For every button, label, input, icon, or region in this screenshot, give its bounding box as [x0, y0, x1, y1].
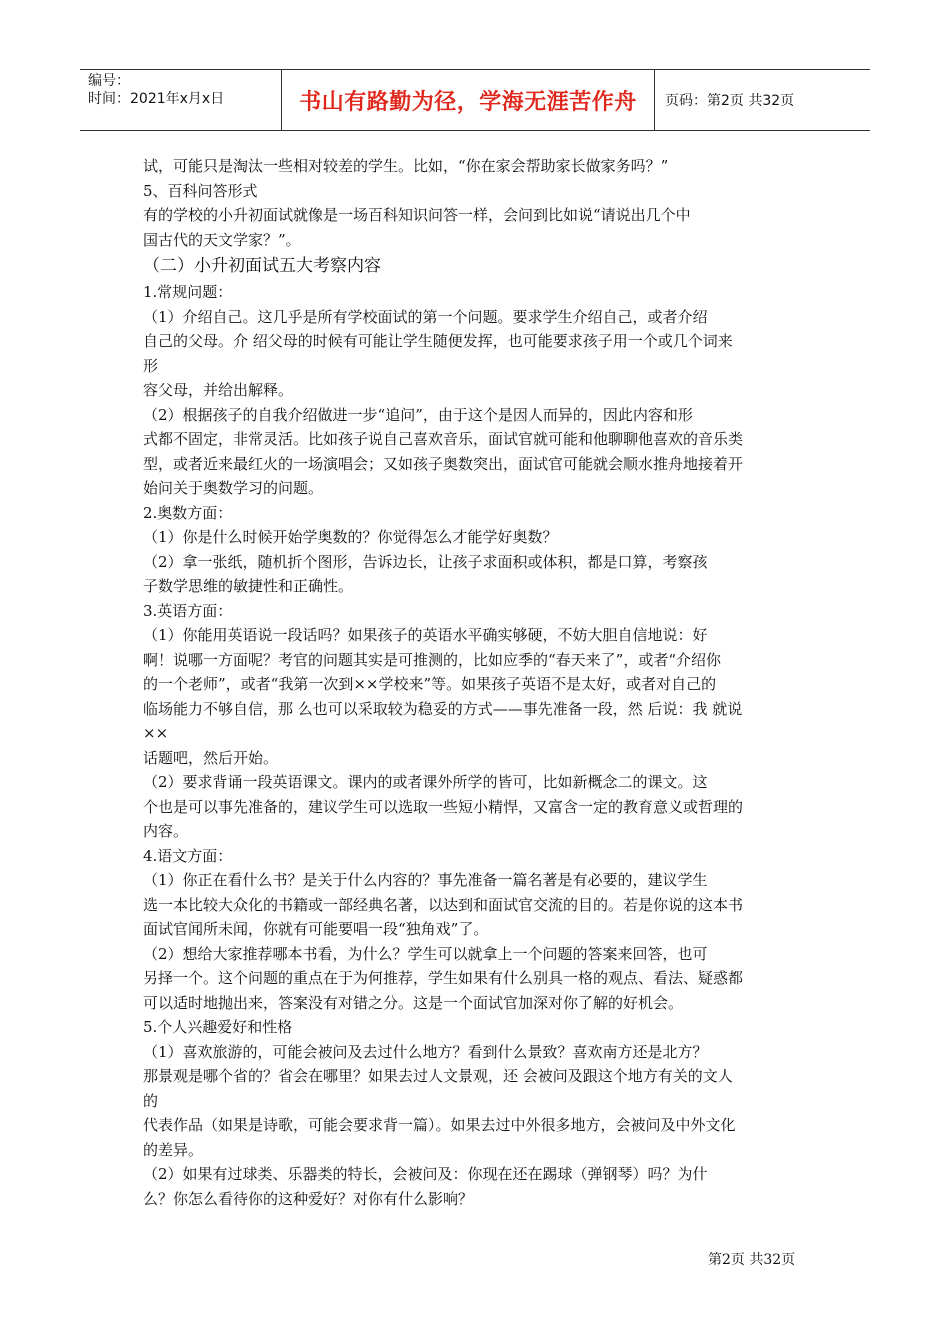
- page-footer-number: 第2页 共32页: [708, 1252, 796, 1268]
- text-line: 形: [143, 356, 159, 375]
- text-line: 式都不固定，非常灵活。比如孩子说自己喜欢音乐，面试官就可能和他聊聊他喜欢的音乐类: [143, 430, 744, 448]
- text-line: 话题吧，然后开始。: [143, 748, 279, 767]
- text-line: 自己的父母。介 绍父母的时候有可能让学生随便发挥，也可能要求孩子用一个或几个词来: [143, 332, 733, 350]
- text-line: 子数学思维的敏捷性和正确性。: [143, 577, 354, 595]
- text-line: （2）拿一张纸，随机折个图形，告诉边长，让孩子求面积或体积，都是口算，考察孩: [143, 552, 708, 571]
- header-info-cell: [80, 70, 282, 130]
- text-line: （1）你是什么时候开始学奥数的？你觉得怎么才能学好奥数？: [143, 528, 558, 546]
- page-header: [80, 69, 870, 131]
- text-line: 选一本比较大众化的书籍或一部经典名著，以达到和面试官交流的目的。若是你说的这本书: [143, 895, 744, 914]
- text-line: 那景观是哪个省的？省会在哪里？如果去过人文景观，还 会被问及跟这个地方有关的文人: [143, 1067, 733, 1085]
- text-line: 容父母，并给出解释。: [143, 381, 294, 399]
- text-line: （1）你能用英语说一段话吗？如果孩子的英语水平确实够硬，不妨大胆自信地说：好: [143, 626, 708, 644]
- text-line: （2）根据孩子的自我介绍做进一步“追问”，由于这个是因人而异的，因此内容和形: [143, 405, 693, 424]
- text-line: 2.奥数方面：: [143, 503, 233, 522]
- text-line: （2）要求背诵一段英语课文。课内的或者课外所学的皆可，比如新概念二的课文。这: [143, 773, 708, 791]
- text-line: 5.个人兴趣爱好和性格: [143, 1018, 293, 1036]
- header-page-label: 页码：第2页 共32页: [665, 93, 795, 109]
- text-line: （1）介绍自己。这几乎是所有学校面试的第一个问题。要求学生介绍自己，或者介绍: [143, 307, 708, 326]
- text-line: （1）喜欢旅游的，可能会被问及去过什么地方？看到什么景致？喜欢南方还是北方？: [143, 1042, 708, 1061]
- text-line: 试，可能只是淘汰一些相对较差的学生。比如，“你在家会帮助家长做家务吗？”: [143, 157, 669, 175]
- text-line: （1）你正在看什么书？是关于什么内容的？事先准备一篇名著是有必要的，建议学生: [143, 871, 708, 889]
- header-date-label: 时间：2021年x月x日: [88, 91, 225, 107]
- document-body: [143, 154, 813, 1211]
- text-line: 么？你怎么看待你的这种爱好？对你有什么影响？: [143, 1189, 474, 1208]
- section-heading: （二）小升初面试五大考察内容: [143, 256, 381, 276]
- text-line: 国古代的天文学家？”。: [143, 230, 301, 249]
- text-line: ××: [143, 724, 169, 742]
- header-motto: 书山有路勤为径，学海无涯苦作舟: [282, 70, 655, 130]
- text-line: 可以适时地抛出来，答案没有对错之分。这是一个面试官加深对你了解的好机会。: [143, 993, 684, 1012]
- text-line: 的: [143, 1091, 159, 1110]
- text-line: 个也是可以事先准备的，建议学生可以选取一些短小精悍，又富含一定的教育意义或哲理的: [143, 797, 744, 816]
- text-line: 型，或者近来最红火的一场演唱会；又如孩子奥数突出，面试官可能就会顺水推舟地接着开: [143, 454, 744, 473]
- text-line: 代表作品（如果是诗歌，可能会要求背一篇）。如果去过中外很多地方，会被问及中外文化: [143, 1116, 736, 1134]
- text-line: 5、百科问答形式: [143, 181, 258, 200]
- text-line: 面试官闻所未闻，你就有可能要唱一段“独角戏”了。: [143, 920, 489, 938]
- text-line: 内容。: [143, 822, 189, 840]
- text-line: （2）如果有过球类、乐器类的特长，会被问及：你现在还在踢球（弹钢琴）吗？为什: [143, 1165, 708, 1183]
- text-line: 1.常规问题：: [143, 283, 233, 301]
- text-line: 3.英语方面：: [143, 601, 233, 620]
- text-line: 另择一个。这个问题的重点在于为何推荐，学生如果有什么别具一格的观点、看法、疑惑都: [143, 969, 744, 987]
- text-line: 的差异。: [143, 1140, 204, 1159]
- header-number-label: 编号：: [88, 73, 130, 89]
- text-line: 始问关于奥数学习的问题。: [143, 479, 324, 497]
- text-line: 有的学校的小升初面试就像是一场百科知识问答一样，会问到比如说“请说出几个中: [143, 206, 691, 224]
- text-line: 的一个老师”，或者“我第一次到××学校来”等。如果孩子英语不是太好，或者对自己的: [143, 675, 717, 693]
- text-line: 临场能力不够自信，那 么也可以采取较为稳妥的方式——事先准备一段，然 后说：我 就说: [143, 699, 743, 718]
- text-line: 啊！说哪一方面呢？考官的问题其实是可推测的，比如应季的“春天来了”，或者“介绍你: [143, 650, 722, 669]
- text-line: （2）想给大家推荐哪本书看，为什么？学生可以就拿上一个问题的答案来回答，也可: [143, 944, 708, 963]
- text-line: 4.语文方面：: [143, 846, 233, 865]
